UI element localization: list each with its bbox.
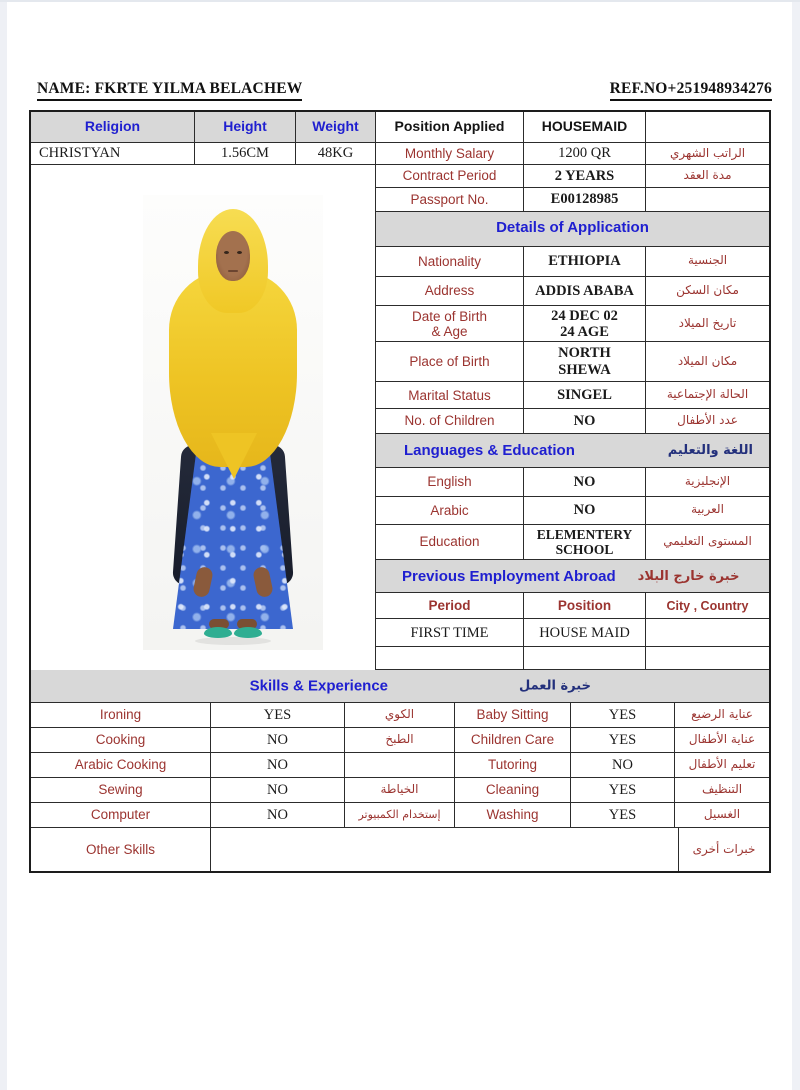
- religion-value: CHRISTYAN: [31, 143, 195, 165]
- skill-row: [31, 753, 769, 778]
- other-skills-arabic: خبرات أخرى: [692, 841, 756, 856]
- dob-value-line2: 24 AGE: [560, 323, 609, 340]
- field-label: Marital Status: [376, 382, 524, 409]
- skill-label: Ironing: [31, 703, 211, 728]
- field-value: ADDIS ABABA: [524, 277, 646, 307]
- field-label: Contract Period: [376, 165, 524, 188]
- address-row: [376, 277, 769, 307]
- empty-header-cell: [646, 112, 769, 143]
- period-column-header: Period: [376, 593, 524, 619]
- skill-value: NO: [211, 803, 345, 828]
- skill-value: NO: [211, 753, 345, 778]
- passport-row: [376, 188, 769, 212]
- skill-value: YES: [571, 803, 675, 828]
- skill-row: [31, 778, 769, 803]
- skill-label: Arabic Cooking: [31, 753, 211, 778]
- place-of-birth-row: [376, 342, 769, 382]
- skill-arabic: الطبخ: [345, 728, 455, 753]
- other-skills-row: [31, 828, 769, 871]
- field-arabic: مكان الميلاد: [646, 342, 769, 382]
- field-arabic: مدة العقد: [646, 165, 769, 188]
- skill-arabic: إستخدام الكمبيوتر: [345, 803, 455, 828]
- languages-title-arabic: اللغة والتعليم: [667, 442, 753, 458]
- education-value-line2: SCHOOL: [555, 542, 614, 557]
- field-label: Arabic: [376, 497, 524, 525]
- document-header: [37, 80, 772, 101]
- weight-header: Weight: [296, 112, 376, 143]
- photo-cell: [31, 165, 376, 670]
- skills-title: Skills & Experience: [249, 677, 389, 695]
- left-sandal: [204, 627, 232, 638]
- skill-arabic: عناية الأطفال: [675, 728, 769, 753]
- salary-arabic: الراتب الشهري: [646, 143, 769, 165]
- field-label: English: [376, 468, 524, 497]
- field-arabic: المستوى التعليمي: [646, 525, 769, 561]
- skill-arabic: تعليم الأطفال: [675, 753, 769, 778]
- field-value: NO: [524, 468, 646, 497]
- position-value: HOUSEMAID: [524, 112, 646, 143]
- section-header-skills: [31, 670, 769, 703]
- skill-value: NO: [211, 778, 345, 803]
- page-top-edge: [0, 0, 800, 2]
- education-value-line1: ELEMENTERY: [536, 526, 633, 542]
- field-arabic: الحالة الإجتماعية: [646, 382, 769, 409]
- employment-row-empty: [376, 647, 769, 670]
- nationality-row: [376, 247, 769, 277]
- skill-arabic: عناية الرضيع: [675, 703, 769, 728]
- skill-row: [31, 703, 769, 728]
- section-header-employment: [376, 560, 769, 593]
- skill-label: Washing: [455, 803, 571, 828]
- height-header: Height: [195, 112, 296, 143]
- field-value: [524, 342, 646, 382]
- employment-title-arabic: خبرة خارج البلاد: [637, 568, 740, 584]
- field-label: Education: [376, 525, 524, 561]
- details-panel: [376, 165, 769, 670]
- field-arabic: [646, 188, 769, 212]
- field-value: NO: [524, 409, 646, 434]
- city-value: [646, 647, 769, 670]
- city-column-header: City , Country: [646, 593, 769, 619]
- field-value: [524, 306, 646, 342]
- field-value: NO: [524, 497, 646, 525]
- employment-row: [376, 619, 769, 647]
- skill-row: [31, 803, 769, 828]
- field-arabic: العربية: [646, 497, 769, 525]
- skill-arabic: التنظيف: [675, 778, 769, 803]
- page-left-edge: [0, 0, 7, 1090]
- top-value-row: [31, 143, 769, 165]
- skill-label: Baby Sitting: [455, 703, 571, 728]
- weight-value: 48KG: [296, 143, 376, 165]
- ref-number: REF.NO+251948934276: [610, 80, 772, 101]
- field-label: No. of Children: [376, 409, 524, 434]
- dob-label-line2: & Age: [431, 323, 468, 339]
- position-column-header: Position: [524, 593, 646, 619]
- skill-value: YES: [571, 778, 675, 803]
- dob-value-line1: 24 DEC 02: [551, 307, 618, 324]
- applicant-name-title: NAME: FKRTE YILMA BELACHEW: [37, 80, 302, 101]
- field-arabic: تاريخ الميلاد: [646, 306, 769, 342]
- arabic-row: [376, 497, 769, 525]
- education-row: [376, 525, 769, 561]
- employment-title: Previous Employment Abroad: [402, 567, 616, 585]
- top-header-row: [31, 112, 769, 143]
- skill-arabic: [345, 753, 455, 778]
- field-label: [376, 306, 524, 342]
- english-row: [376, 468, 769, 497]
- skill-value: NO: [211, 728, 345, 753]
- skill-label: Tutoring: [455, 753, 571, 778]
- left-eye: [224, 251, 229, 254]
- section-header-languages: [376, 434, 769, 468]
- skill-arabic: الخياطة: [345, 778, 455, 803]
- field-value: 2 YEARS: [524, 165, 646, 188]
- skill-label: Sewing: [31, 778, 211, 803]
- salary-value: 1200 QR: [524, 143, 646, 165]
- field-label: Address: [376, 277, 524, 307]
- field-arabic: مكان السكن: [646, 277, 769, 307]
- field-value: [524, 525, 646, 561]
- cv-table: [29, 110, 771, 873]
- employment-columns-row: [376, 593, 769, 619]
- section-header-details: [376, 212, 769, 247]
- middle-band: [31, 165, 769, 670]
- field-value: SINGEL: [524, 382, 646, 409]
- field-arabic: الجنسية: [646, 247, 769, 277]
- applicant-photo: [143, 195, 323, 650]
- position-applied-header: Position Applied: [376, 112, 524, 143]
- mouth: [228, 270, 238, 272]
- marital-status-row: [376, 382, 769, 409]
- field-arabic: الإنجليزية: [646, 468, 769, 497]
- position-value: HOUSE MAID: [524, 619, 646, 647]
- skills-title-arabic: خبرة العمل: [518, 678, 591, 694]
- other-skills-value: [211, 828, 679, 871]
- field-label: Passport No.: [376, 188, 524, 212]
- skill-label: Children Care: [455, 728, 571, 753]
- right-eye: [237, 251, 242, 254]
- dob-age-row: [376, 306, 769, 342]
- right-sandal: [234, 627, 262, 638]
- skill-value: YES: [211, 703, 345, 728]
- field-value: ETHIOPIA: [524, 247, 646, 277]
- children-row: [376, 409, 769, 434]
- figure-shadow: [195, 637, 271, 645]
- skill-arabic: الغسيل: [675, 803, 769, 828]
- page-right-edge: [792, 0, 800, 1090]
- skill-label: Computer: [31, 803, 211, 828]
- details-title: Details of Application: [496, 219, 649, 237]
- skill-value: NO: [571, 753, 675, 778]
- skill-label: Cooking: [31, 728, 211, 753]
- position-value: [524, 647, 646, 670]
- period-value: [376, 647, 524, 670]
- skill-value: YES: [571, 728, 675, 753]
- skill-arabic: الكوي: [345, 703, 455, 728]
- city-value: [646, 619, 769, 647]
- skill-value: YES: [571, 703, 675, 728]
- skill-label: Cleaning: [455, 778, 571, 803]
- field-label: Nationality: [376, 247, 524, 277]
- pob-value-line2: SHEWA: [558, 361, 611, 378]
- period-value: FIRST TIME: [376, 619, 524, 647]
- dob-label-line1: Date of Birth: [411, 308, 488, 324]
- face: [216, 231, 250, 281]
- other-skills-label: Other Skills: [31, 828, 211, 871]
- salary-label: Monthly Salary: [376, 143, 524, 165]
- languages-title: Languages & Education: [404, 441, 575, 459]
- field-arabic: عدد الأطفال: [646, 409, 769, 434]
- height-value: 1.56CM: [195, 143, 296, 165]
- contract-period-row: [376, 165, 769, 188]
- religion-header: Religion: [31, 112, 195, 143]
- field-value: E00128985: [524, 188, 646, 212]
- skill-row: [31, 728, 769, 753]
- pob-value-line1: NORTH: [558, 345, 611, 362]
- field-label: Place of Birth: [376, 342, 524, 382]
